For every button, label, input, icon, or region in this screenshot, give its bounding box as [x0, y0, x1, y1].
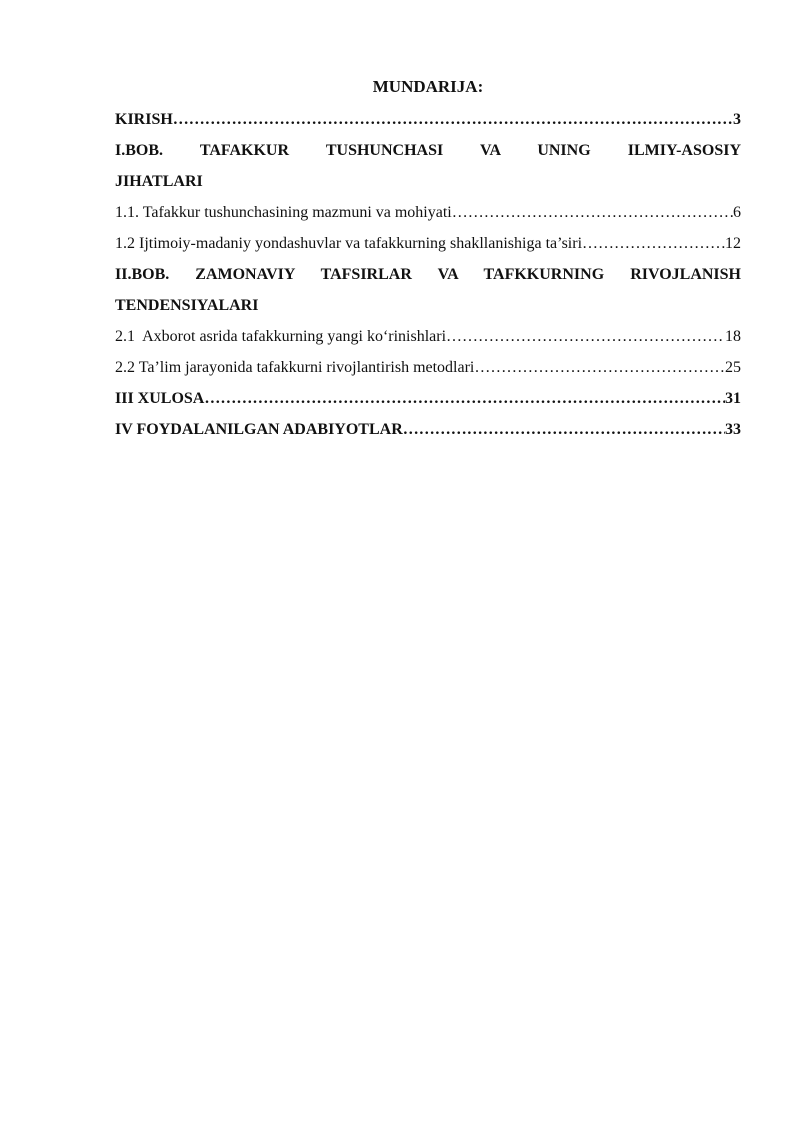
- chapter-title-line: II.BOB. ZAMONAVIY TAFSIRLAR VA TAFKKURNING RIVOJLANISH: [115, 266, 741, 283]
- toc-entry-label: KIRISH: [115, 111, 173, 128]
- toc-entry-label: III XULOSA: [115, 390, 205, 407]
- toc-entry-1-1: [115, 197, 741, 228]
- chapter-title-line: TENDENSIYALARI: [115, 297, 259, 314]
- toc-chapter-2: [115, 259, 741, 321]
- toc-leader-dots: [204, 383, 725, 414]
- chapter-title-line: JIHATLARI: [115, 173, 203, 190]
- toc-entry-adabiyotlar: [115, 414, 741, 445]
- toc-entry-2-1: [115, 321, 741, 352]
- toc-entry-2-2: [115, 352, 741, 383]
- toc-entry-label: 2.2 Ta’lim jarayonida tafakkurni rivojlantirish metodlari: [115, 359, 475, 376]
- toc-page-number: 6: [733, 204, 741, 221]
- toc-entry-label: IV FOYDALANILGAN ADABIYOTLAR: [115, 421, 403, 438]
- toc-page-number: 33: [725, 421, 741, 438]
- toc-leader-dots: [452, 197, 733, 228]
- toc-chapter-1: [115, 135, 741, 197]
- toc-leader-dots: [403, 414, 725, 445]
- table-of-contents: [115, 72, 741, 445]
- toc-leader-dots: [173, 104, 733, 135]
- toc-leader-dots: [474, 352, 725, 383]
- toc-page-number: 12: [725, 235, 741, 252]
- toc-entry-1-2: [115, 228, 741, 259]
- toc-page-number: 25: [725, 359, 741, 376]
- toc-page-number: 31: [725, 390, 741, 407]
- toc-entry-label: 1.2 Ijtimoiy-madaniy yondashuvlar va tafakkurning shakllanishiga ta’siri: [115, 235, 583, 252]
- toc-entry-xulosa: [115, 383, 741, 414]
- chapter-title-line: I.BOB. TAFAKKUR TUSHUNCHASI VA UNING ILMIY-ASOSIY: [115, 142, 741, 159]
- toc-leader-dots: [446, 321, 725, 352]
- toc-page-number: 3: [733, 111, 741, 128]
- toc-title: MUNDARIJA:: [372, 77, 484, 96]
- toc-leader-dots: [582, 228, 725, 259]
- toc-entry-kirish: [115, 104, 741, 135]
- toc-page-number: 18: [725, 328, 741, 345]
- toc-entry-label: 2.1 Axborot asrida tafakkurning yangi ko‘rinishlari: [115, 328, 447, 345]
- toc-entry-label: 1.1. Tafakkur tushunchasining mazmuni va mohiyati: [115, 204, 452, 221]
